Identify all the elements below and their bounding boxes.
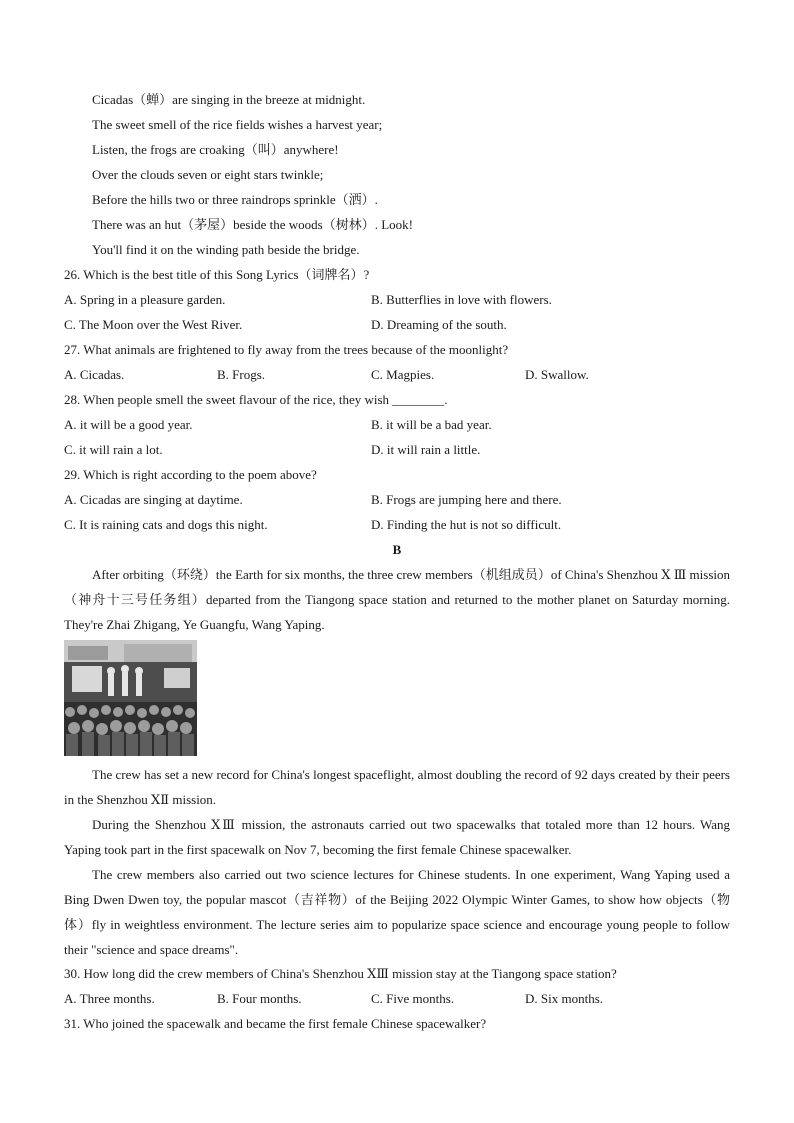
q28-option-a: A. it will be a good year. — [64, 417, 193, 432]
q27-option-d: D. Swallow. — [525, 367, 589, 382]
question-30: 30. How long did the crew members of China's Shenzhou ⅩⅢ mission stay at the Tiangong space station? — [64, 966, 617, 981]
q29-option-c: C. It is raining cats and dogs this night. — [64, 517, 268, 532]
passage-paragraph-3 — [64, 812, 730, 862]
poem-line-7: You'll find it on the winding path beside the bridge. — [92, 242, 360, 257]
q26-option-b: B. Butterflies in love with flowers. — [371, 292, 552, 307]
passage-paragraph-3-text: During the Shenzhou ⅩⅢ mission, the astronauts carried out two spacewalks that totaled more than 12 hours. Wang Yaping took part in the first spacewalk on Nov 7, becoming the first female Chinese spacewalker. — [64, 817, 730, 857]
q27-option-a: A. Cicadas. — [64, 367, 125, 382]
q28-option-d: D. it will rain a little. — [371, 442, 481, 457]
q27-option-b: B. Frogs. — [217, 367, 266, 382]
passage-paragraph-1-text: After orbiting（环绕）the Earth for six months, the three crew members（机组成员）of China's Shenzhou Ⅹ Ⅲ mission（神舟十三号任务组）departed from the Tiangong space station and returned to the mother planet on Saturday morning. They're Zhai Zhigang, Ye Guangfu, Wang Yaping. — [64, 567, 730, 632]
question-29: 29. Which is right according to the poem above? — [64, 467, 317, 482]
passage-paragraph-2 — [64, 762, 730, 812]
passage-paragraph-4 — [64, 862, 730, 962]
q26-option-c: C. The Moon over the West River. — [64, 317, 243, 332]
q28-option-c: C. it will rain a lot. — [64, 442, 163, 457]
poem-line-2: The sweet smell of the rice fields wishes a harvest year; — [92, 117, 383, 132]
crew-photo — [64, 640, 197, 756]
q27-option-c: C. Magpies. — [371, 367, 435, 382]
question-28: 28. When people smell the sweet flavour of the rice, they wish ________. — [64, 392, 448, 407]
question-31: 31. Who joined the spacewalk and became the first female Chinese spacewalker? — [64, 1016, 487, 1031]
q29-option-b: B. Frogs are jumping here and there. — [371, 492, 562, 507]
q30-option-d: D. Six months. — [525, 991, 604, 1006]
q28-option-b: B. it will be a bad year. — [371, 417, 492, 432]
question-26: 26. Which is the best title of this Song Lyrics（词牌名）? — [64, 267, 370, 282]
q29-option-d: D. Finding the hut is not so difficult. — [371, 517, 562, 532]
poem-line-4: Over the clouds seven or eight stars twinkle; — [92, 167, 324, 182]
crew-photo-illustration — [64, 640, 197, 756]
passage-paragraph-4-text: The crew members also carried out two science lectures for Chinese students. In one experiment, Wang Yaping used a Bing Dwen Dwen toy, the popular mascot（吉祥物）of the Beijing 2022 Olympic Winter Games, to show how objects（物体）fly in weightless environment. The lecture series aim to popularize space science and encourage young people to follow their "science and space dreams". — [64, 867, 730, 957]
q26-option-d: D. Dreaming of the south. — [371, 317, 507, 332]
q30-option-a: A. Three months. — [64, 991, 155, 1006]
poem-line-6: There was an hut（茅屋）beside the woods（树林）. Look! — [92, 217, 413, 232]
section-heading-b: B — [392, 542, 402, 557]
q29-option-a: A. Cicadas are singing at daytime. — [64, 492, 243, 507]
q30-option-c: C. Five months. — [371, 991, 455, 1006]
question-27: 27. What animals are frightened to fly away from the trees because of the moonlight? — [64, 342, 509, 357]
passage-paragraph-1 — [64, 562, 730, 637]
q30-option-b: B. Four months. — [217, 991, 302, 1006]
passage-paragraph-2-text: The crew has set a new record for China's longest spaceflight, almost doubling the record of 92 days created by their peers in the Shenzhou ⅩⅡ mission. — [64, 767, 730, 807]
poem-line-3: Listen, the frogs are croaking（叫）anywhere! — [92, 142, 339, 157]
poem-line-1: Cicadas（蝉）are singing in the breeze at midnight. — [92, 92, 366, 107]
poem-line-5: Before the hills two or three raindrops sprinkle（洒）. — [92, 192, 378, 207]
q26-option-a: A. Spring in a pleasure garden. — [64, 292, 226, 307]
